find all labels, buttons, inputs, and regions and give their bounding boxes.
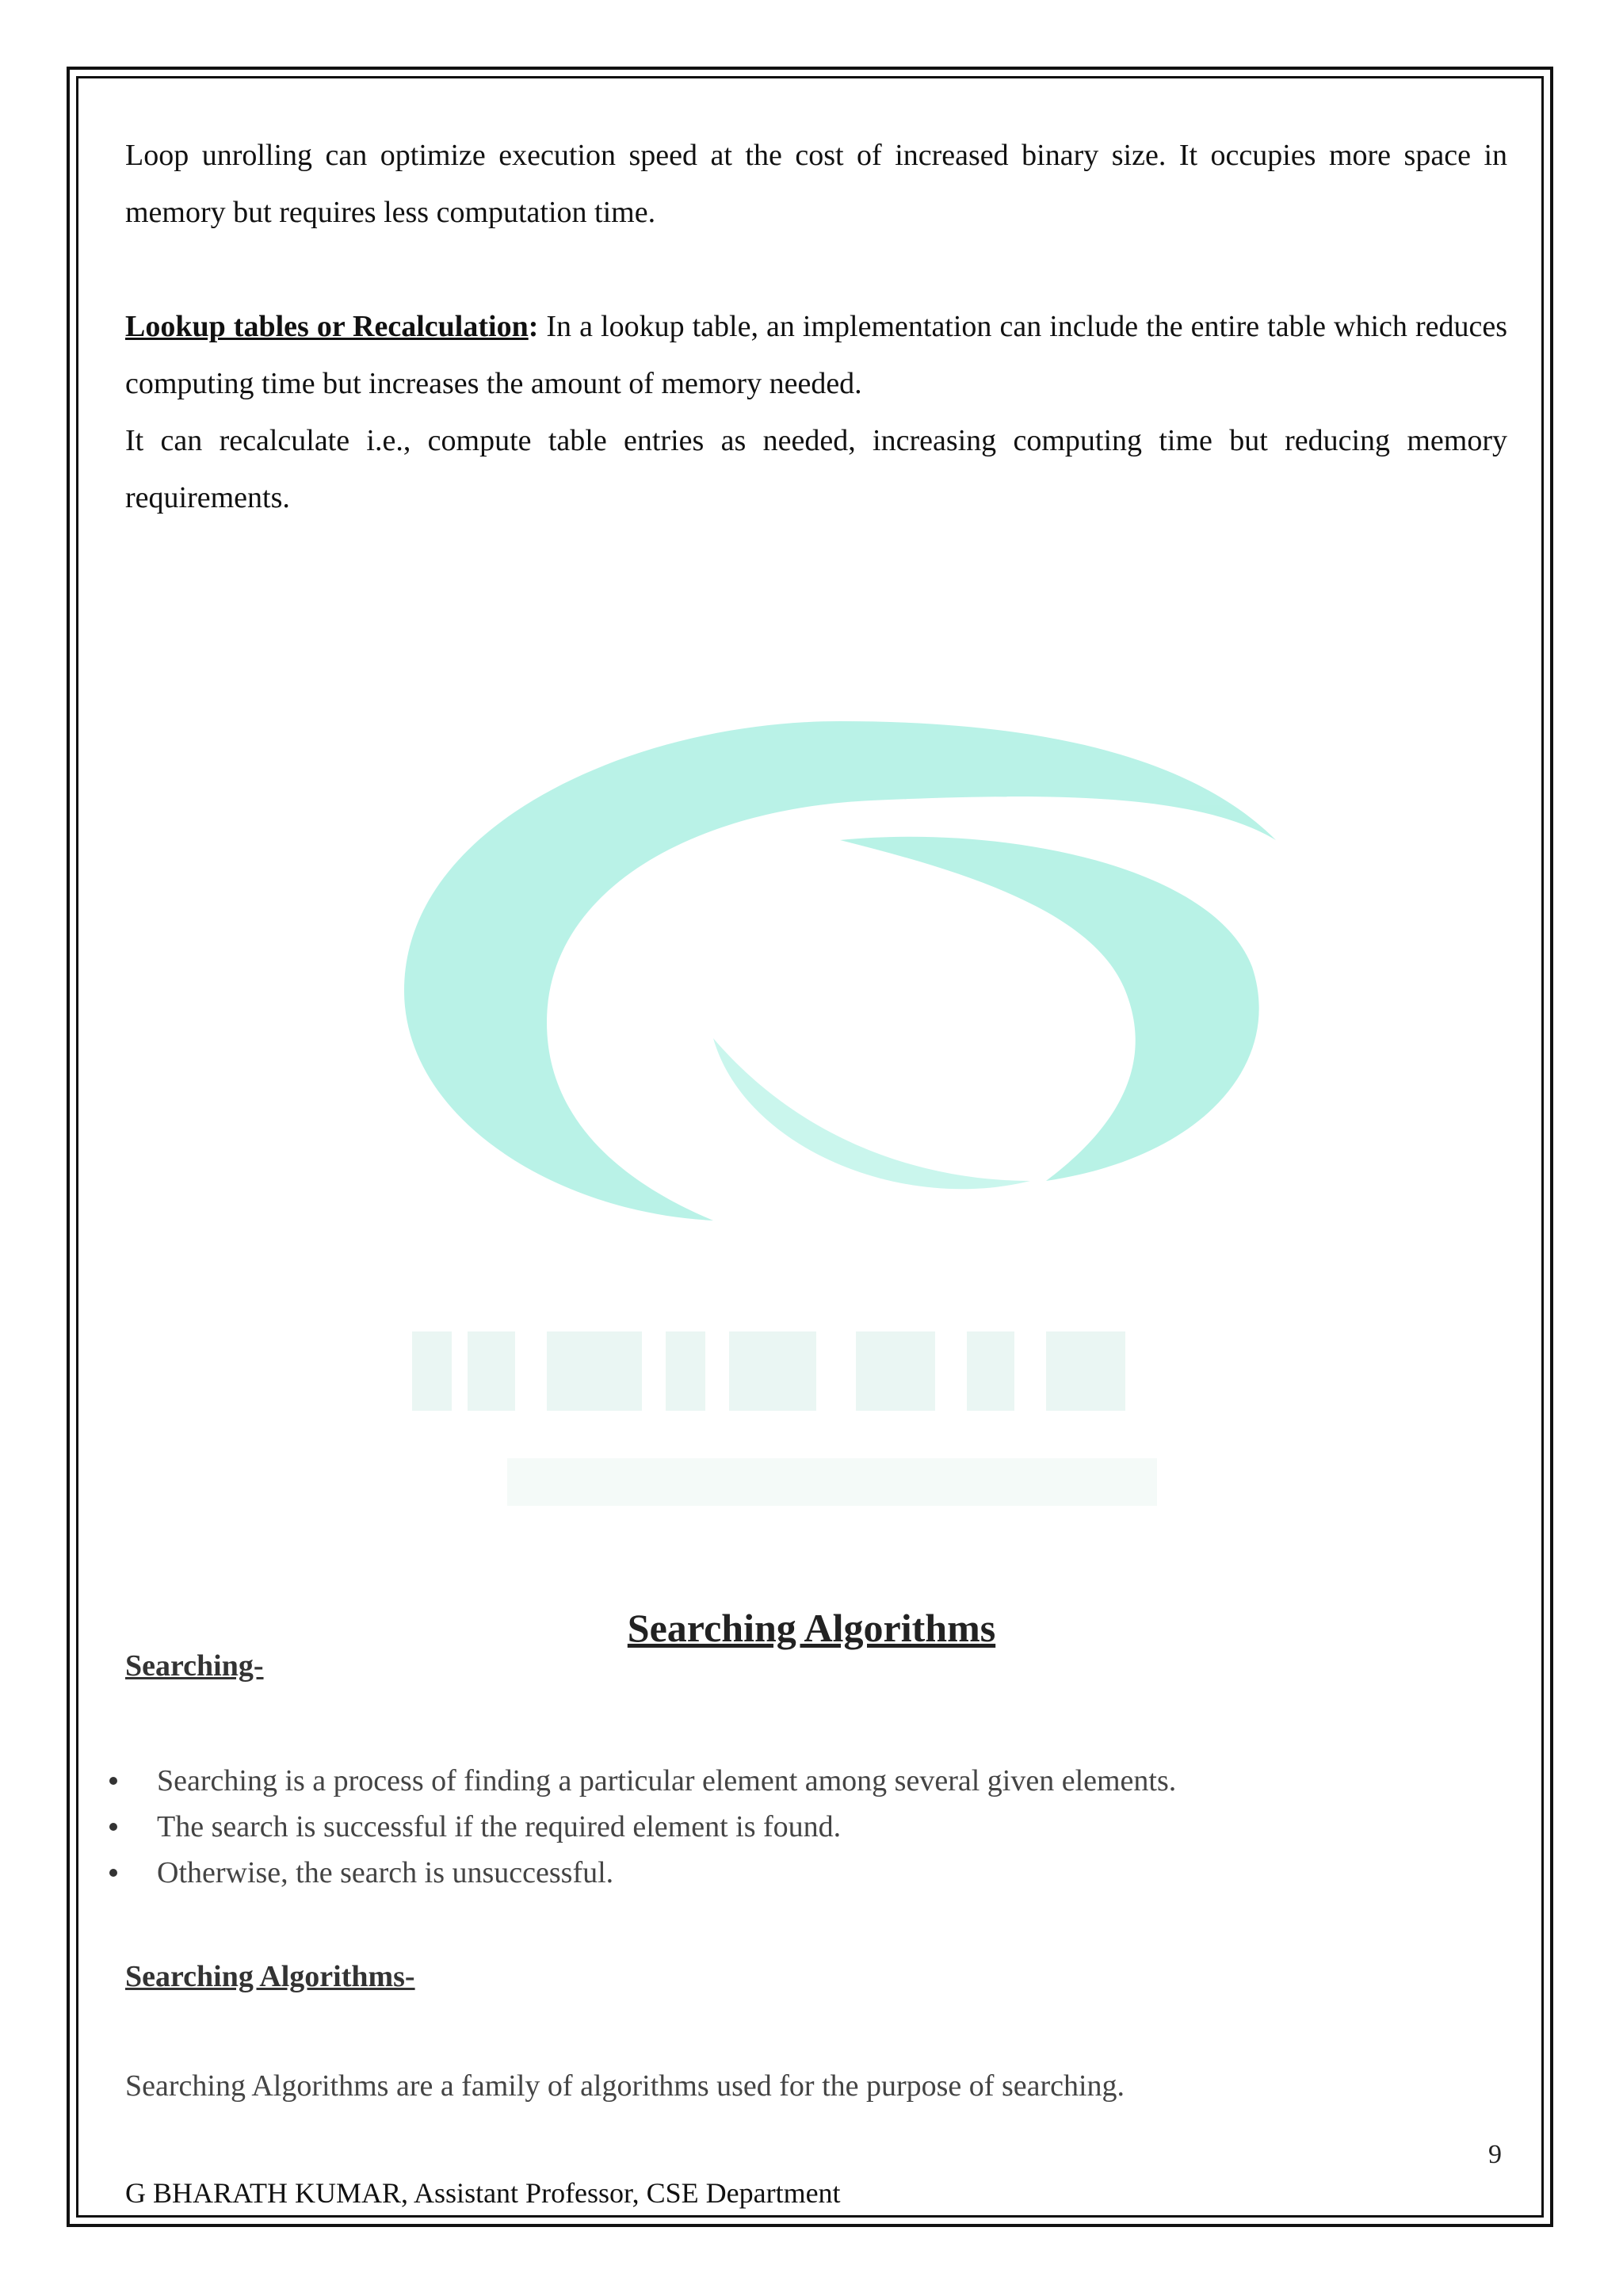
lookup-tables-text: In a lookup table, an implementation can include the entire table which reduces computing time but increases the amount of memory needed. [125, 310, 1507, 400]
bullet-icon [109, 1869, 117, 1877]
section-title: Searching Algorithms [627, 1606, 996, 1650]
searching-algorithms-heading: Searching Algorithms- [125, 1960, 415, 1993]
bullet-text: Searching is a process of finding a particular element among several given elements. [157, 1764, 1177, 1797]
list-item [109, 1850, 1176, 1896]
intro-content [125, 127, 1507, 526]
searching-heading: Searching- [125, 1649, 264, 1683]
bullet-icon [109, 1777, 117, 1785]
searching-bullet-list [109, 1758, 1176, 1896]
page-number: 9 [1488, 2140, 1502, 2169]
list-item [109, 1758, 1176, 1804]
footer-author: G BHARATH KUMAR, Assistant Professor, CSE Department [125, 2177, 841, 2209]
list-item [109, 1804, 1176, 1850]
bullet-text: The search is successful if the required element is found. [157, 1810, 842, 1843]
bullet-text: Otherwise, the search is unsuccessful. [157, 1856, 614, 1889]
recalculation-paragraph: It can recalculate i.e., compute table entries as needed, increasing computing time but reducing memory requirements. [125, 424, 1507, 514]
loop-unrolling-paragraph: Loop unrolling can optimize execution speed at the cost of increased binary size. It occupies more space in memory but requires less computation time. [125, 139, 1507, 229]
bullet-icon [109, 1823, 117, 1831]
lookup-tables-heading: Lookup tables or Recalculation [125, 310, 529, 343]
searching-algorithms-text: Searching Algorithms are a family of algorithms used for the purpose of searching. [125, 2069, 1125, 2103]
lookup-tables-paragraph [125, 298, 1507, 412]
lookup-tables-colon: : [528, 310, 539, 343]
